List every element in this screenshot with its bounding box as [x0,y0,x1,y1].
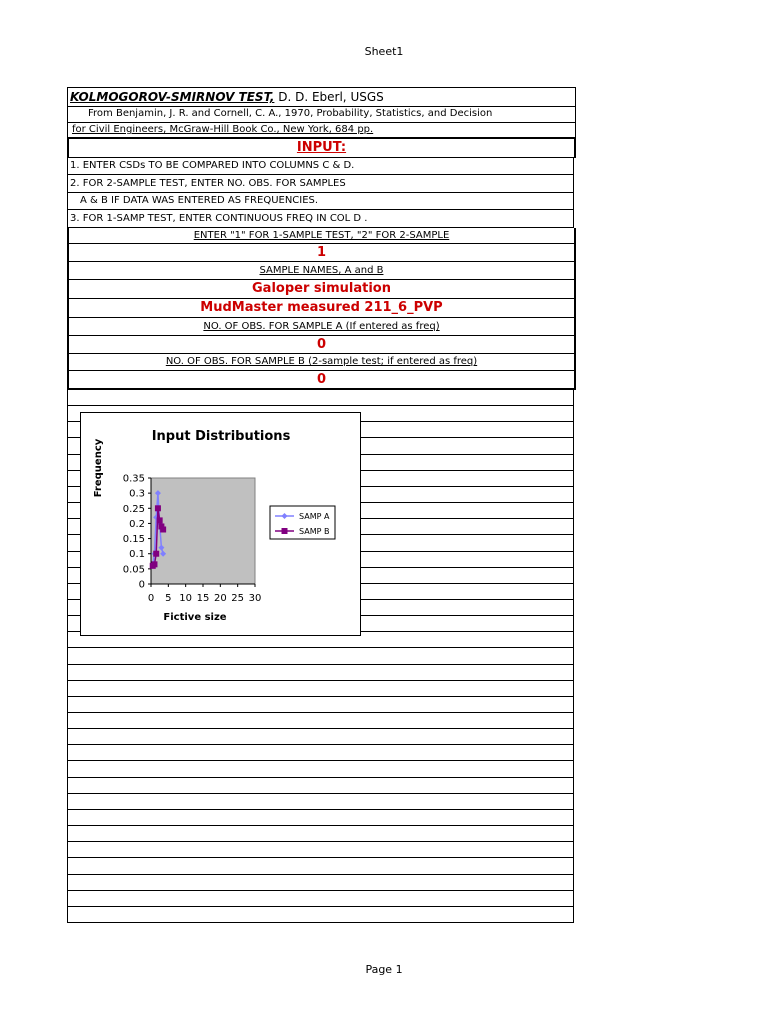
input-header: INPUT: [296,140,347,155]
reference-line-2: for Civil Engineers, McGraw-Hill Book Co., New York, 684 pp. [72,124,374,135]
sample-b-name: MudMaster measured 211_6_PVP [200,300,443,315]
instruction-2b: A & B IF DATA WAS ENTERED AS FREQUENCIES. [80,195,319,206]
grid-line [67,890,574,891]
data-point [157,517,163,523]
sample-names-label-row[interactable] [67,262,576,280]
grid-line [67,922,574,923]
y-tick-label: 0.1 [129,549,145,561]
grid-line [67,793,574,794]
grid-line [67,825,574,826]
grid-line [67,777,574,778]
x-tick-label: 5 [165,593,172,604]
page-header: Sheet1 [364,45,404,58]
sample-names-label: SAMPLE NAMES, A and B [259,265,384,276]
x-tick-label: 15 [196,593,210,604]
test-type-label: ENTER "1" FOR 1-SAMPLE TEST, "2" FOR 2-SAMPLE [193,230,450,241]
title-author: D. D. Eberl, USGS [274,90,384,104]
grid-line [67,664,574,665]
y-tick-label: 0.15 [122,534,145,546]
x-tick-label: 20 [213,593,227,604]
legend-label: SAMP A [299,512,330,521]
x-tick-label: 10 [179,593,193,604]
grid-line [67,389,574,390]
sample-a-name: Galoper simulation [252,281,391,296]
y-tick-label: 0.2 [129,518,145,530]
title-row[interactable] [67,87,576,107]
grid-line [67,680,574,681]
grid-line [67,696,574,697]
x-tick-label: 30 [248,593,262,604]
grid-line [67,841,574,842]
test-type-label-row[interactable] [67,228,576,244]
x-tick-label: 25 [231,593,245,604]
input-header-row[interactable] [67,138,576,158]
obs-b-label: NO. OF OBS. FOR SAMPLE B (2-sample test; if entered as freq) [165,356,478,367]
instruction-row-3[interactable] [67,210,574,228]
grid-border [67,389,68,922]
obs-b-label-row[interactable] [67,354,576,371]
grid-line [67,906,574,907]
grid-line [67,712,574,713]
plot-area [151,478,255,584]
x-tick-label: 0 [147,593,155,604]
data-point [155,505,161,511]
grid-line [67,874,574,875]
sample-a-name-row[interactable] [67,280,576,299]
grid-line [67,809,574,810]
grid-line [67,760,574,761]
reference-row-1[interactable] [67,106,576,123]
y-tick-label: 0.35 [122,473,145,485]
obs-b-value: 0 [316,372,327,387]
test-type-value: 1 [316,245,327,260]
instruction-row-1[interactable] [67,157,574,175]
sample-b-name-row[interactable] [67,299,576,318]
legend-marker [282,528,288,534]
legend-label: SAMP B [299,527,330,536]
instruction-row-2a[interactable] [67,175,574,193]
data-point [151,561,157,567]
y-tick-label: 0 [138,579,145,591]
chart-container[interactable] [80,412,361,636]
data-point [153,551,159,557]
y-tick-label: 0.05 [122,564,145,576]
chart-svg [81,413,360,635]
y-tick-label: 0.25 [122,503,145,515]
obs-a-value-row[interactable] [67,336,576,354]
obs-a-label: NO. OF OBS. FOR SAMPLE A (If entered as freq) [203,321,440,332]
grid-line [67,857,574,858]
data-point [160,526,166,532]
instruction-3: 3. FOR 1-SAMP TEST, ENTER CONTINUOUS FREQ IN COL D . [70,213,368,224]
grid-border [573,389,574,922]
obs-a-label-row[interactable] [67,318,576,336]
x-axis-label: Fictive size [163,612,227,623]
title-bold: KOLMOGOROV-SMIRNOV TEST, [70,90,275,104]
instruction-1: 1. ENTER CSDs TO BE COMPARED INTO COLUMNS C & D. [70,160,355,171]
instruction-2a: 2. FOR 2-SAMPLE TEST, ENTER NO. OBS. FOR SAMPLES [70,178,346,189]
obs-b-value-row[interactable] [67,371,576,390]
chart-title: Input Distributions [151,429,291,444]
test-type-value-row[interactable] [67,244,576,262]
y-axis-label: Frequency [93,438,104,498]
grid-line [67,647,574,648]
grid-line [67,728,574,729]
y-tick-label: 0.3 [129,488,145,500]
reference-row-2[interactable] [67,123,576,138]
grid-line [67,405,574,406]
reference-line-1: From Benjamin, J. R. and Cornell, C. A., 1970, Probability, Statistics, and Decision [88,108,493,119]
instruction-row-2b[interactable] [67,193,574,210]
obs-a-value: 0 [316,337,327,352]
grid-line [67,744,574,745]
page-footer: Page 1 [365,963,403,976]
